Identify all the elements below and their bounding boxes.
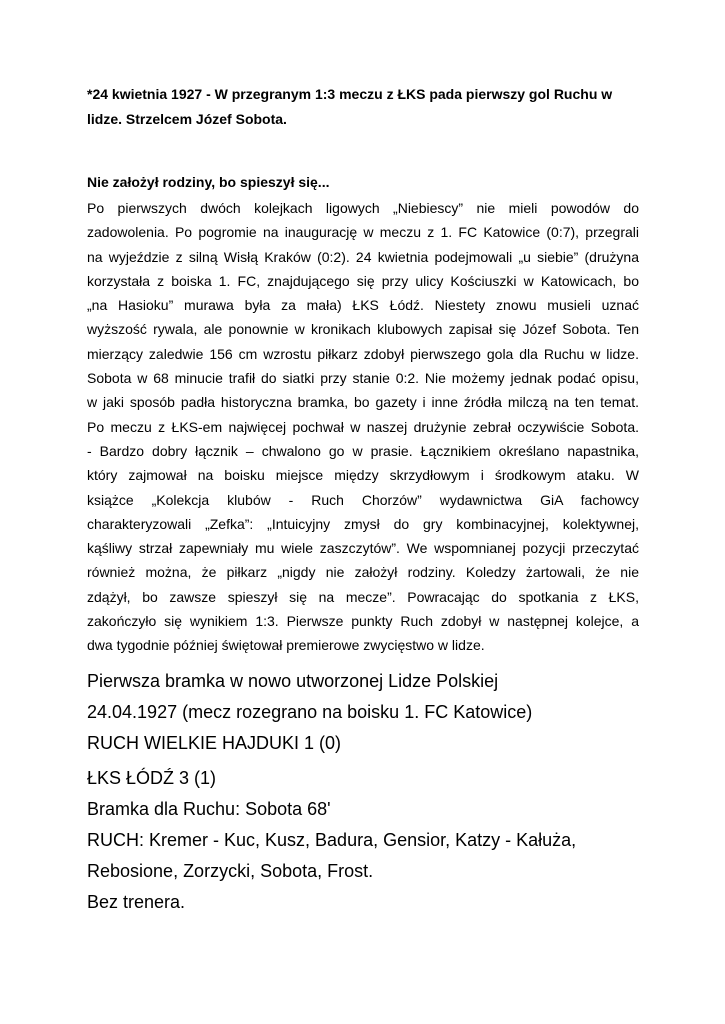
article-line: Sobota w 68 minucie trafił do siatki przy stanie 0:2. Nie możemy jednak podać opisu,: [87, 370, 639, 387]
article-line: „na Hasioku” murawa była za mała) ŁKS Łódź. Niestety znowu musieli uznać: [87, 297, 639, 314]
article-line: charakteryzowali „Zefka”: „Intuicyjny zmysł do gry kombinacyjnej, kolektywnej,: [87, 515, 639, 532]
article-line: również można, że piłkarz „nigdy nie założył rodziny. Koledzy żartowali, że nie: [87, 564, 639, 581]
headline-line-2: lidze. Strzelcem Józef Sobota.: [87, 111, 287, 127]
headline: [87, 82, 639, 132]
article-line: na wyjeździe z silną Wisłą Kraków (0:2). 24 kwietnia podejmowali „u siebie” (drużyna: [87, 248, 639, 265]
article-line: który zajmował na boisku miejsce między skrzydłowym i środkowym ataku. W: [87, 467, 639, 484]
document-page: [87, 82, 639, 918]
summary-title: Pierwsza bramka w nowo utworzonej Lidze Polskiej: [87, 670, 499, 691]
article-body: [87, 196, 639, 658]
match-summary: [87, 666, 639, 918]
article-subtitle: Nie założył rodziny, bo spieszył się...: [87, 174, 330, 190]
article-line: zakończyło się wynikiem 1:3. Pierwsze punkty Ruch zdobył w następnej kolejce, a: [87, 613, 639, 630]
article-line: w jaki sposób padła historyczna bramka, bo gazety i inne źródła milczą na ten temat.: [87, 394, 639, 411]
summary-lineup-line-1: RUCH: Kremer - Kuc, Kusz, Badura, Gensior, Katzy - Kałuża,: [87, 829, 577, 850]
article-line: zadowolenia. Po pogromie na inaugurację w meczu z 1. FC Katowice (0:7), przegrali: [87, 224, 639, 241]
summary-goal: Bramka dla Ruchu: Sobota 68': [87, 798, 331, 819]
summary-home-team: RUCH WIELKIE HAJDUKI 1 (0): [87, 732, 342, 753]
article-line: Po pierwszych dwóch kolejkach ligowych „Niebiescy” nie mieli powodów do: [87, 200, 639, 216]
article-line: - Bardzo dobry łącznik – chwalono go w prasie. Łącznikiem określano napastnika,: [87, 442, 639, 459]
article-line: kąśliwy strzał zapewniały mu wiele zaszczytów”. We wspomnianej pozycji przeczytać: [87, 540, 639, 557]
summary-date-venue: 24.04.1927 (mecz rozegrano na boisku 1. FC Katowice): [87, 701, 533, 722]
article-line: Po meczu z ŁKS-em najwięcej pochwał w naszej drużynie zebrał oczywiście Sobota.: [87, 418, 639, 435]
article-line: dwa tygodnie później świętował premierowe zwycięstwo w lidze.: [87, 637, 485, 654]
summary-lineup-line-2: Rebosione, Zorzycki, Sobota, Frost.: [87, 860, 374, 881]
article-line: książce „Kolekcja klubów - Ruch Chorzów” wydawnictwa GiA fachowcy: [87, 491, 639, 508]
summary-away-team: ŁKS ŁÓDŹ 3 (1): [87, 767, 217, 788]
article-line: wyższość rywala, ale ponownie w kronikach klubowych zapisał się Józef Sobota. Ten: [87, 321, 639, 338]
article-line: zdążył, bo zawsze spieszył się na mecze”. Powracając do spotkania z ŁKS,: [87, 588, 639, 605]
summary-coach: Bez trenera.: [87, 891, 186, 912]
article-line: mierzący zaledwie 156 cm wzrostu piłkarz zdobył pierwszego gola dla Ruchu w lidze.: [87, 345, 639, 362]
headline-line-1: *24 kwietnia 1927 - W przegranym 1:3 meczu z ŁKS pada pierwszy gol Ruchu w: [87, 86, 613, 102]
article-line: korzystała z boiska 1. FC, znajdującego się przy ulicy Kościuszki w Katowicach, bo: [87, 272, 639, 289]
